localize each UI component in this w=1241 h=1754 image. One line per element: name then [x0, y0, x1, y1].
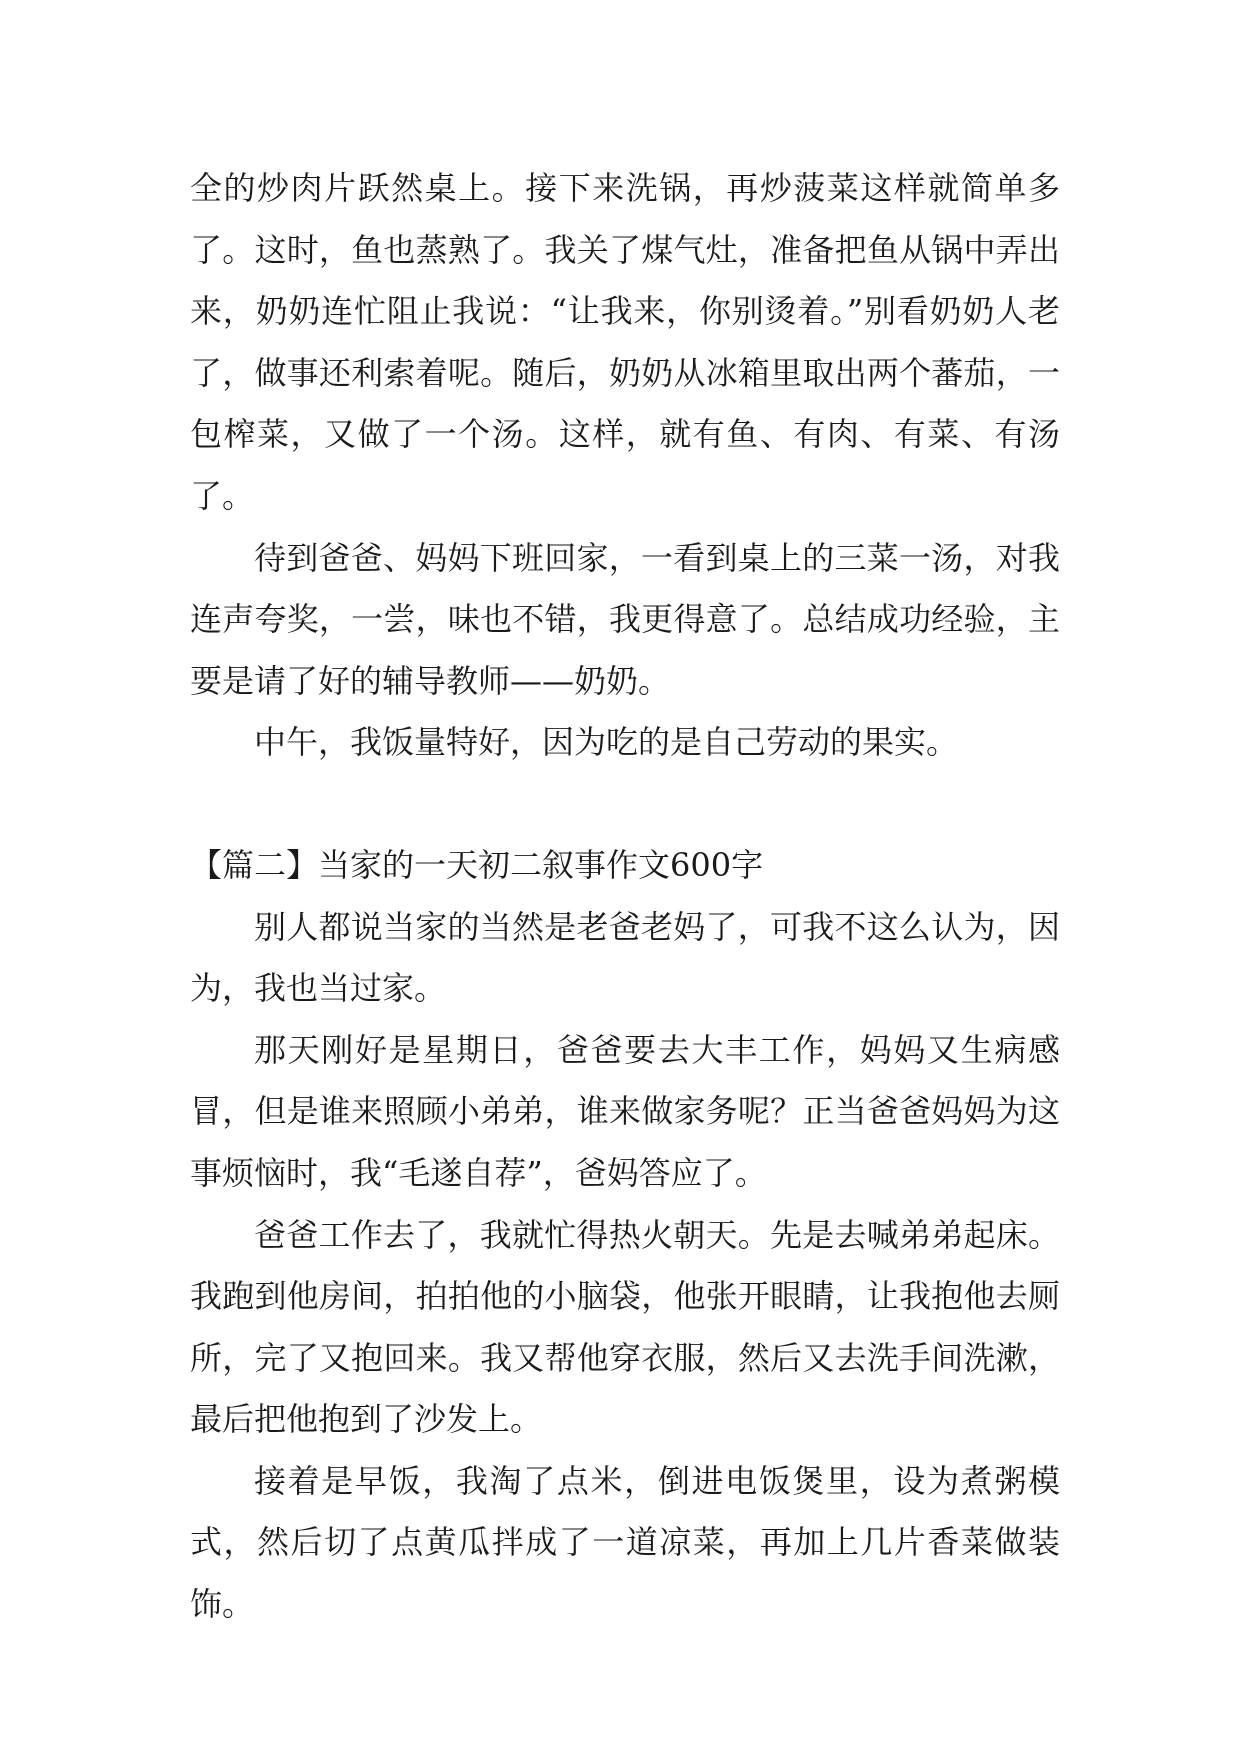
paragraph-4: 别人都说当家的当然是老爸老妈了，可我不这么认为，因为，我也当过家。 — [190, 907, 1060, 1008]
document-body — [190, 158, 1060, 1636]
paragraph-6: 爸爸工作去了，我就忙得热火朝天。先是去喊弟弟起床。我跑到他房间，拍拍他的小脑袋，他张开眼睛，让我抱他去厕所，完了又抱回来。我又帮他穿衣服，然后又去洗手间洗漱，最后把他抱到了沙发上。 — [190, 1215, 1060, 1439]
section-heading: 【篇二】当家的一天初二叙事作文600字 — [190, 845, 764, 884]
paragraph-1: 全的炒肉片跃然桌上。接下来洗锅，再炒菠菜这样就简单多了。这时，鱼也蒸熟了。我关了煤气灶，准备把鱼从锅中弄出来，奶奶连忙阻止我说：“让我来，你别烫着。”别看奶奶人老了，做事还利索着呢。随后，奶奶从冰箱里取出两个蕃茄，一包榨菜，又做了一个汤。这样，就有鱼、有肉、有菜、有汤了。 — [190, 169, 1060, 515]
section-spacer — [190, 774, 1060, 835]
paragraph-3: 中午，我饭量特好，因为吃的是自己劳动的果实。 — [254, 723, 959, 762]
paragraph-2: 待到爸爸、妈妈下班回家，一看到桌上的三菜一汤，对我连声夸奖，一尝，味也不错，我更得意了。总结成功经验，主要是请了好的辅导教师——奶奶。 — [190, 538, 1060, 700]
paragraph-5: 那天刚好是星期日，爸爸要去大丰工作，妈妈又生病感冒，但是谁来照顾小弟弟，谁来做家务呢？正当爸爸妈妈为这事烦恼时，我“毛遂自荐”，爸妈答应了。 — [190, 1030, 1060, 1192]
paragraph-7: 接着是早饭，我淘了点米，倒进电饭煲里，设为煮粥模式，然后切了点黄瓜拌成了一道凉菜，再加上几片香菜做装饰。 — [190, 1461, 1060, 1624]
